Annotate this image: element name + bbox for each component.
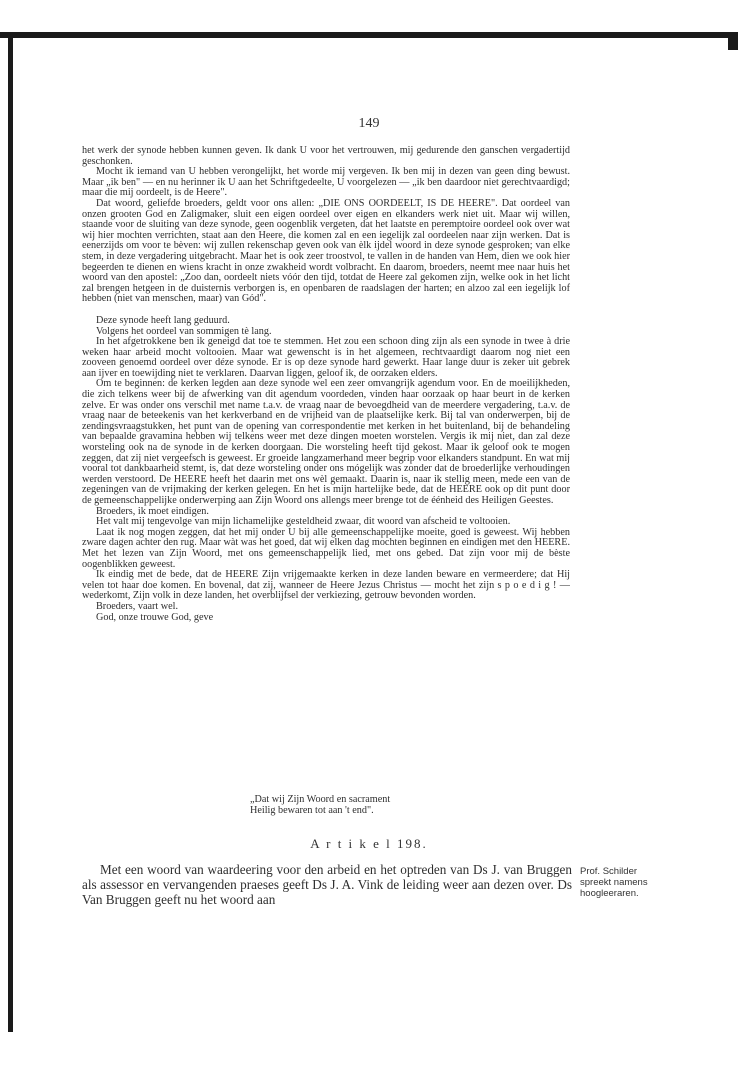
paragraph: Het valt mij tengevolge van mijn lichamelijke gesteldheid zwaar, dit woord van afscheid te voltooien.: [96, 516, 511, 528]
hymn-line: Heilig bewaren tot aan 't end".: [250, 805, 374, 816]
paragraph: Dat woord, geliefde broeders, geldt voor ons allen: „DIE ONS OORDEELT, IS DE HEERE". Dat oordeel van onzen grooten God en Zaligmaker, sluit een eigen oordeel over eigen en elkanders werk niet uit. Maar wij willen, staande voor de sluiting van deze synode, geen oogenblik vergeten, dat het laatste en peremptoire oordeel ook over wat wij hier mochten verrichten, staat aan den Heere, die komen zal en een iegelijk zal oordeelen naar zijn werken. Dat is eenerzijds om voor te bèven: wij zullen rekenschap geven ook van èlk ijdel woord in deze synode gesproken; van elke stem, in deze vergadering uitgebracht. Maar het is ook zeer troostvol, te vallen in de handen van Hem, dien we ook hier begeerden te dienen en wiens kracht in onze zwakheid wordt volbracht. En daarom, broeders, neemt mee naar huis het woord van den apostel: „Zoo dan, oordeelt niets vóór den tijd, totdat de Heere zal gekomen zijn, welke ook in het licht zal brengen hetgeen in de duisternis verborgen is, en openbaren de raadslagen der harten; en alzoo zal een iegelijk lof hebben (niet van menschen, maar) van Gód".: [82, 197, 570, 305]
paragraph: Volgens het oordeel van sommigen tè lang.: [96, 325, 272, 337]
scan-border-top: [0, 32, 738, 38]
paragraph: Met een woord van waardeering voor den arbeid en het optreden van Ds J. van Bruggen als assessor en vervangenden praeses geeft Ds J. A. Vink de leiding weer aan dezen over. Ds Van Bruggen geeft nu het woord aan: [82, 862, 572, 907]
scan-border-corner: [728, 32, 738, 50]
paragraph: Laat ik nog mogen zeggen, dat het mij onder U bij alle gemeenschappelijke moeite, goed is geweest. Wij hebben zware dagen achter den rug. Maar wàt was het goed, dat wij elken dag mochten beginnen en eindigen met den HEERE. Met het lezen van Zijn Woord, met ons gemeenschappelijk lied, met ons gebed. Dat zijn voor mij de bèste oogenblikken geweest.: [82, 526, 570, 570]
paragraph: Broeders, ik moet eindigen.: [96, 505, 209, 517]
margin-note-line: hoogleeraren.: [580, 888, 639, 899]
paragraph: Deze synode heeft lang geduurd.: [96, 314, 230, 326]
margin-note-line: spreekt namens: [580, 877, 648, 888]
margin-note-line: Prof. Schilder: [580, 866, 638, 877]
scan-border-left: [8, 32, 13, 1032]
article-heading: A r t i k e l 198.: [310, 836, 428, 851]
paragraph: het werk der synode hebben kunnen geven. Ik dank U voor het vertrouwen, mij gedurende den ganschen vergadertijd geschonken.: [82, 145, 570, 167]
margin-note: [580, 866, 690, 899]
paragraph: Ik eindig met de bede, dat de HEERE Zijn vrijgemaakte kerken in deze landen beware en vermeerdere; dat Hij velen tot haar doe komen. En bovenal, dat zij, wanneer de Heere Jezus Christus — mocht het zijn s p o e d i g ! — wederkomt, Zijn volk in deze landen, het overblijfsel der verkiezing, getrouw bevonden worden.: [82, 569, 570, 602]
article-body: [82, 862, 572, 907]
speech-body: [82, 146, 570, 623]
hymn-line: „Dat wij Zijn Woord en sacrament: [250, 794, 391, 805]
hymn-quote: [250, 794, 550, 816]
paragraph: God, onze trouwe God, geve: [96, 611, 214, 623]
page-number: 149: [358, 116, 380, 131]
paragraph: Mocht ik iemand van U hebben verongelijkt, het worde mij vergeven. Ik ben mij in dezen van geen ding bewust. Maar „ik ben" — en nu herinner ik U aan het Schriftgedeelte, U voorgelezen — „ik ben daardoor niet gerechtvaardigd; maar die mij oordeelt, is de Heere".: [82, 166, 570, 199]
paragraph: Om te beginnen: de kerken legden aan deze synode wel een zeer omvangrijk agendum voor. En de moeilijkheden, die zich telkens weer bij de afwerking van dit agendum voordeden, vinden haar oorzaak op haar beurt in de kerken zelve. Er was onder ons verschil met name t.a.v. de vraag naar de bevoegdheid van de meerdere vergadering, t.a.v. de vraag naar de beteekenis van het kerkverband en de vrijheid van de plaatselijke kerk. Bij tal van onderwerpen, bij de zendingsvraagstukken, het punt van de opening van correspondentie met kerken in het buitenland, bij de behandeling van bepaalde gravamina hebben wij telkens weer met deze dingen moeten worstelen. Vergis ik mij niet, dan zal deze worsteling ook na de synode in de kerken doorgaan. Die worsteling heeft tijd gekost. Maar ik geloof ook te mogen zeggen, dat zij niet vergeefsch is geweest. Er groeide langzamerhand meer begrip voor elkanders standpunt. En wat mij vooral tot dankbaarheid stemt, is, dat deze worsteling onder ons mógelijk was zonder dat de broederlijke verhoudingen werden verstoord. De HEERE heeft het daarin met ons wèl gemaakt. Daarin is, naar ik stellig meen, mede een van de zegeningen van de vrijmaking der kerken gelegen. En het is mijn hartelijke bede, dat de HEERE ook op dit punt door de gemeenschappelijke onderwerping aan Zijn Woord ons allengs meer brenge tot de éénheid des Heiligen Geestes.: [82, 378, 570, 506]
paragraph: In het afgetrokkene ben ik geneigd dat toe te stemmen. Het zou een schoon ding zijn als een synode in twee à drie weken haar arbeid mocht voltooien. Maar wat gewenscht is in het algemeen, rechtvaardigt daarom nog niet een zooveen genoemd oordeel over déze synode. Er is op deze synode hard gewerkt. Haar lange duur is zeker uit gebrek aan ijver en toewijding niet te verklaren. Daarvan liggen, geloof ik, de oorzaken elders.: [82, 336, 570, 379]
paragraph: Broeders, vaart wel.: [96, 600, 179, 612]
